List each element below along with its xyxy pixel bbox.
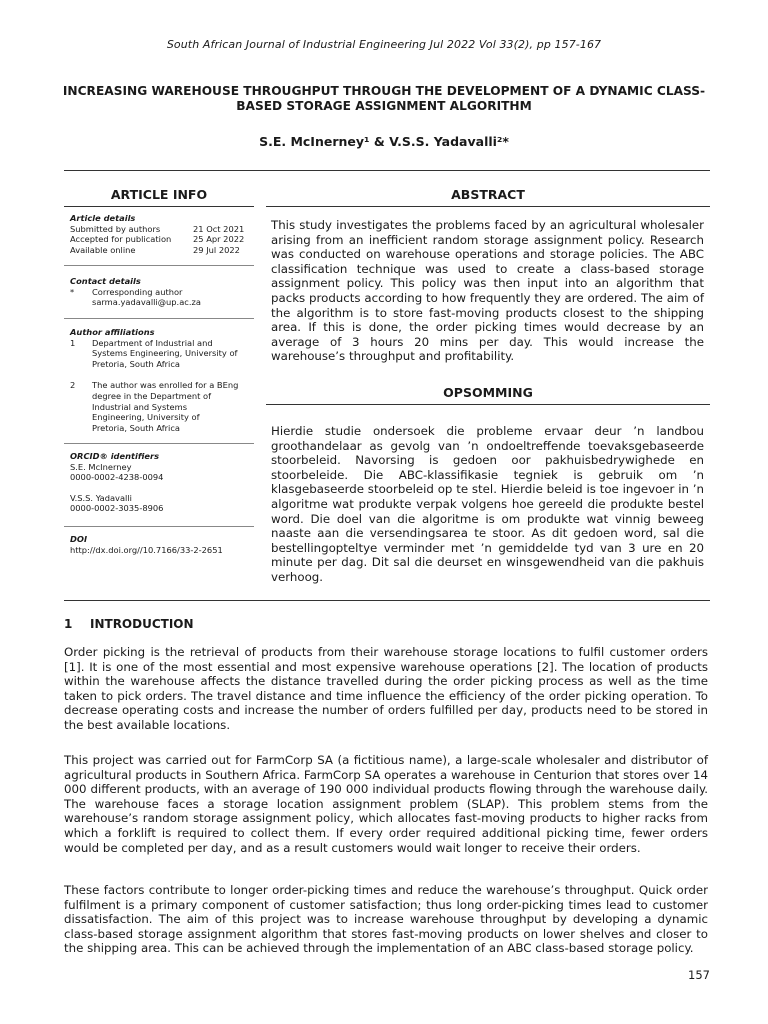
detail-row: Submitted by authors 21 Oct 2021 xyxy=(70,223,245,234)
journal-citation: South African Journal of Industrial Engineering Jul 2022 Vol 33(2), pp 157-167 xyxy=(166,38,602,51)
contact-details-label: Contact details xyxy=(70,276,141,286)
author-line: S.E. McInerney¹ & V.S.S. Yadavalli²* xyxy=(259,134,509,149)
abstract-text: This study investigates the problems faced by an agricultural wholesaler arising from an inefficient random storage assignment policy. Research was conducted on warehouse operations and storage policies. The ABC classification technique was used to create a class-based storage assignment policy. This policy was then input into an algorithm that packs products according to how frequently they are ordered. The aim of the algorithm is to store fast-moving products closest to the shipping area. If this is done, the order picking times would decrease by an average of 3 hours 20 mins per day. This would increase the warehouse’s throughput and profitability. xyxy=(271,218,704,364)
orcid-link[interactable]: 0000-0002-4238-0094 xyxy=(70,472,164,483)
abstract-heading: ABSTRACT xyxy=(451,187,525,202)
affiliation-item: 1 Department of Industrial and Systems Engineering, University of Pretoria, South Africa xyxy=(70,337,238,369)
article-info-rule xyxy=(64,206,254,207)
orcid-label: ORCID® identifiers xyxy=(70,451,160,461)
doi-link[interactable]: http://dx.doi.org//10.7166/33-2-2651 xyxy=(70,544,223,555)
affiliations-label: Author affiliations xyxy=(70,327,155,337)
affiliation-item: 2 The author was enrolled for a BEng degree in the Department of Industrial and Systems Engineering, University of Pretoria, South Africa xyxy=(70,380,239,433)
section-heading-introduction xyxy=(64,617,194,631)
info-divider xyxy=(64,265,254,266)
info-divider xyxy=(64,526,254,527)
corresponding-marker: * xyxy=(70,286,75,297)
info-divider xyxy=(64,443,254,444)
info-divider xyxy=(64,318,254,319)
article-info-heading: ARTICLE INFO xyxy=(110,187,208,202)
contact-email[interactable]: sarma.yadavalli@up.ac.za xyxy=(92,297,201,308)
front-matter-divider xyxy=(64,600,710,601)
orcid-link[interactable]: 0000-0002-3035-8906 xyxy=(70,503,164,514)
doi-label: DOI xyxy=(70,534,88,544)
opsomming-text: Hierdie studie ondersoek die probleme ervaar deur ’n landbou groothandelaar as gevolg van ’n ondoeltreffende toevaksgebaseerde stoorbeleid. Navorsing is gedoen oor pakhuisbedrywighede en stoorbeleide. Die ABC-klassifikasie tegniek is gebruik om ’n klasgebaseerde stoorbeleid op te stel. Hierdie beleid is toe ingevoer in ’n algoritme wat produkte verpak volgens hoe gereeld die produkte bestel word. Die doel van die algoritme is om produkte wat vinnig beweeg naaste aan die versendingsarea te stoor. As dit gedoen word, sal die bestellingopteltye verminder met ’n gemiddelde tyd van 3 ure en 20 minute per dag. Dit sal die deurset en winsgewendheid van die pakhuis verhoog. xyxy=(271,424,704,584)
body-paragraph: These factors contribute to longer order-picking times and reduce the warehouse’s throughput. Quick order fulfilment is a primary component of customer satisfaction; thus long order-picking times lead to customer dissatisfaction. The aim of this project was to increase warehouse throughput by developing a dynamic class-based storage assignment algorithm that stores fast-moving products on lower shelves and closer to the shipping area. This can be achieved through the implementation of an ABC class-based storage policy. xyxy=(64,883,708,956)
article-details-label: Article details xyxy=(70,213,136,223)
orcid-identifiers: ORCID® identifiers S.E. McInerney 0000-0002-4238-0094 V.S.S. Yadavalli 0000-0002-3035-8906 xyxy=(70,451,246,514)
paper-title: INCREASING WAREHOUSE THROUGHPUT THROUGH THE DEVELOPMENT OF A DYNAMIC CLASS-BASED STORAGE ASSIGNMENT ALGORITHM xyxy=(62,84,706,113)
author-affiliations xyxy=(70,327,246,433)
detail-row: Accepted for publication 25 Apr 2022 xyxy=(70,234,245,245)
contact-details: Contact details * Corresponding author sarma.yadavalli@up.ac.za xyxy=(70,276,246,308)
body-paragraph: This project was carried out for FarmCorp SA (a fictitious name), a large-scale wholesaler and distributor of agricultural products in Southern Africa. FarmCorp SA operates a warehouse in Centurion that stores over 14 000 different products, with an average of 190 000 individual products flowing through the warehouse daily. The warehouse faces a storage location assignment problem (SLAP). This problem stems from the warehouse’s random storage assignment policy, which allocates fast-moving products to higher racks from which a forklift is required to collect them. If every order required additional picking time, fewer orders would be completed per day, and as a result customers would wait longer to receive their orders. xyxy=(64,753,708,855)
abstract-rule xyxy=(266,206,710,207)
article-details xyxy=(70,213,246,255)
section-title: INTRODUCTION xyxy=(90,617,194,631)
opsomming-rule xyxy=(266,404,710,405)
opsomming-heading: OPSOMMING xyxy=(443,385,533,400)
doi-block xyxy=(70,534,246,555)
page-number: 157 xyxy=(688,968,710,982)
header-divider xyxy=(64,170,710,171)
detail-row: Available online 29 Jul 2022 xyxy=(70,244,240,255)
body-paragraph: Order picking is the retrieval of products from their warehouse storage locations to fulfil customer orders [1]. It is one of the most essential and most expensive warehouse operations [2]. The location of products within the warehouse affects the distance travelled during the order picking process as well as the time taken to pick orders. The travel distance and time influence the efficiency of the order picking operation. To decrease operating costs and increase the number of orders fulfilled per day, products need to be stored in the best available locations. xyxy=(64,645,708,732)
section-number: 1 xyxy=(64,617,73,631)
